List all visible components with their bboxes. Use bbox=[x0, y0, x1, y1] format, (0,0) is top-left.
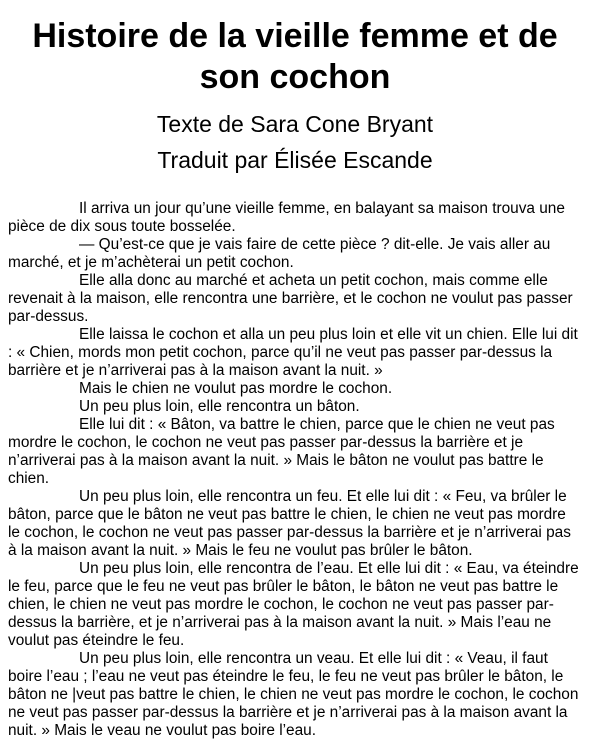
paragraph: Il arriva un jour qu’une vieille femme, en balayant sa maison trouva une pièce de dix sous toute bosselée. bbox=[8, 200, 565, 235]
paragraph: Elle lui dit : « Bâton, va battre le chien, parce que le chien ne veut pas mordre le cochon, le cochon ne veut pas passer par-dessus la barrière et je n’arriverai pas à la maison avant la nuit. » Mais le bâton ne voulut pas battre le chien. bbox=[8, 416, 555, 487]
paragraph: Un peu plus loin, elle rencontra un veau. Et elle lui dit : « Veau, il faut boire l’eau ; l’eau ne veut pas éteindre le feu, le feu ne veut pas brûler le bâton, le bâton ne |veut pas battre le chien, le chien ne veut pas mordre le cochon, le cochon ne veut pas passer par-dessus la barrière et je n’arriverai pas à la maison avant la nuit. » Mais le veau ne voulut pas boire l’eau. bbox=[8, 650, 579, 739]
paragraph: Elle laissa le cochon et alla un peu plus loin et elle vit un chien. Elle lui dit : « Chien, mords mon petit cochon, parce qu’il ne veut pas passer par-dessus la barrière et je n’arriverai pas à la maison avant la nuit. » bbox=[8, 326, 578, 379]
paragraph: Un peu plus loin, elle rencontra de l’eau. Et elle lui dit : « Eau, va éteindre le feu, parce que le feu ne veut pas brûler le bâton, le bâton ne veut pas battre le chien, le chien ne veut pas mordre le cochon, le cochon ne veut pas passer par-dessus la barrière, et je n’arriverai pas à la maison avant la nuit. » Mais l’eau ne voulut pas éteindre le feu. bbox=[8, 560, 579, 649]
paragraph: Un peu plus loin, elle rencontra un bâton. bbox=[79, 398, 360, 415]
paragraph: Elle alla donc au marché et acheta un petit cochon, mais comme elle revenait à la maison, elle rencontra une barrière, et le cochon ne voulut pas passer par-dessus. bbox=[8, 272, 573, 325]
story-body bbox=[8, 200, 582, 740]
translator-line: Traduit par Élisée Escande bbox=[157, 147, 433, 173]
author-line: Texte de Sara Cone Bryant bbox=[156, 111, 434, 137]
document-title: Histoire de la vieille femme et de son cochon bbox=[32, 17, 558, 96]
paragraph: — Qu’est-ce que je vais faire de cette pièce ? dit-elle. Je vais aller au marché, et je m’achèterai un petit cochon. bbox=[8, 236, 551, 271]
paragraph: Mais le chien ne voulut pas mordre le cochon. bbox=[79, 380, 393, 397]
paragraph: Un peu plus loin, elle rencontra un feu. Et elle lui dit : « Feu, va brûler le bâton, parce que le bâton ne veut pas battre le chien, le chien ne veut pas mordre le cochon, le cochon ne veut pas passer par-dessus la barrière et je n’arriverai pas à la maison avant la nuit. » Mais le feu ne voulut pas brûler le bâton. bbox=[8, 488, 571, 559]
